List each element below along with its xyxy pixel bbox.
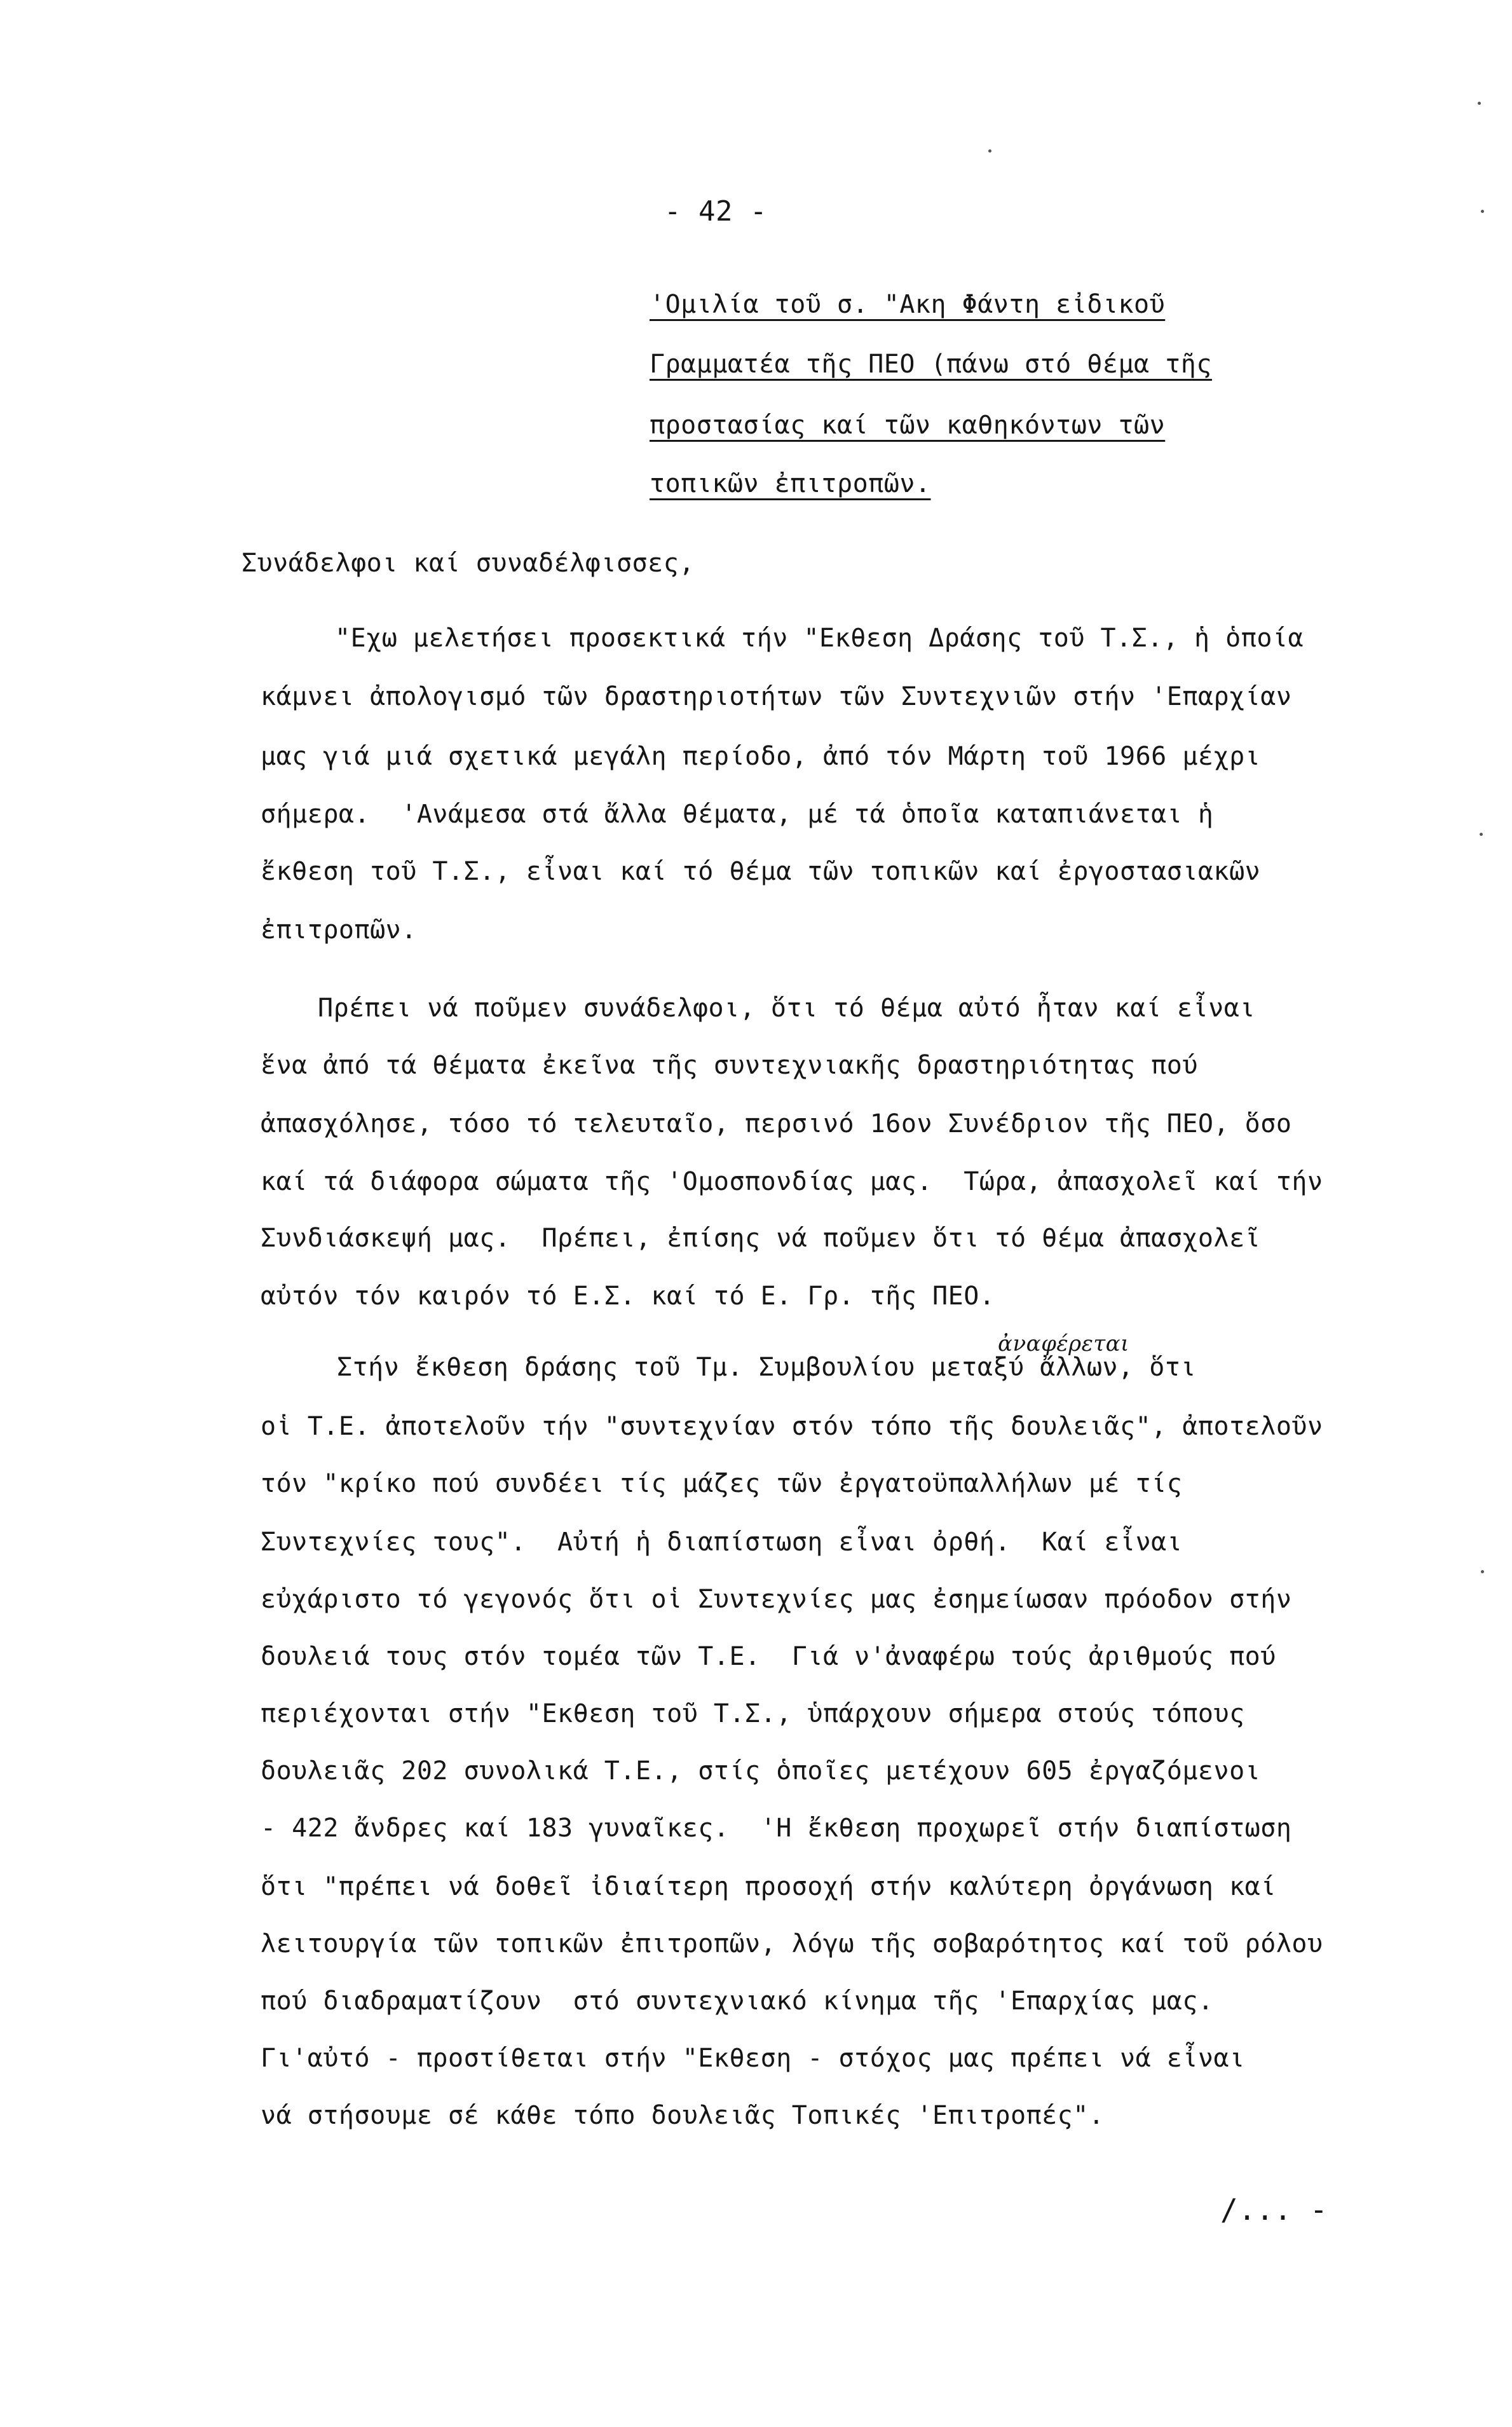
body-line: καί τά διάφορα σώματα τῆς 'Ομοσπονδίας μας. Τώρα, ἀπασχολεῖ καί τήν	[261, 1167, 1323, 1196]
body-line: "Εχω μελετήσει προσεκτικά τήν "Εκθεση Δράσης τοῦ Τ.Σ., ἡ ὁποία	[335, 624, 1304, 653]
body-line: αὐτόν τόν καιρόν τό Ε.Σ. καί τό Ε. Γρ. τῆς ΠΕΟ.	[261, 1282, 995, 1311]
body-line: Γι'αὐτό - προστίθεται στήν "Εκθεση - στόχος μας πρέπει νά εἶναι	[261, 2044, 1245, 2073]
page-number: - 42 -	[664, 195, 767, 228]
body-line: νά στήσουμε σέ κάθε τόπο δουλειᾶς Τοπικές 'Επιτροπές".	[261, 2101, 1105, 2130]
body-line: ἀπασχόλησε, τόσο τό τελευταῖο, περσινό 16ον Συνέδριον τῆς ΠΕΟ, ὅσο	[261, 1109, 1292, 1138]
body-line: ὅτι "πρέπει νά δοθεῖ ἰδιαίτερη προσοχή στήν καλύτερη ὀργάνωση καί	[261, 1872, 1276, 1901]
body-line: εὐχάριστο τό γεγονός ὅτι οἱ Συντεχνίες μας ἐσημείωσαν πρόοδον στήν	[261, 1585, 1292, 1614]
body-line: λειτουργία τῶν τοπικῶν ἐπιτροπῶν, λόγω τῆς σοβαρότητος καί τοῦ ρόλου	[261, 1929, 1323, 1959]
body-line: Συνδιάσκεψή μας. Πρέπει, ἐπίσης νά ποῦμεν ὅτι τό θέμα ἀπασχολεῖ	[261, 1224, 1261, 1253]
salutation: Συνάδελφοι καί συναδέλφισσες,	[242, 549, 695, 578]
body-line: ἐπιτροπῶν.	[261, 915, 417, 945]
continuation-mark: /... -	[1220, 2192, 1328, 2227]
body-line: Πρέπει νά ποῦμεν συνάδελφοι, ὅτι τό θέμα αὐτό ἦταν καί εἶναι	[318, 994, 1255, 1023]
body-line: σήμερα. 'Ανάμεσα στά ἄλλα θέματα, μέ τά ὁποῖα καταπιάνεται ἡ	[261, 800, 1214, 829]
scan-speck	[988, 149, 991, 153]
body-line: Στήν ἔκθεση δράσης τοῦ Τμ. Συμβουλίου μεταξύ ἄλλων, ὅτι	[337, 1353, 1197, 1382]
body-line: ἕνα ἀπό τά θέματα ἐκεῖνα τῆς συντεχνιακῆς δραστηριότητας πού	[261, 1051, 1198, 1080]
body-line: οἱ Τ.Ε. ἀποτελοῦν τήν "συντεχνίαν στόν τόπο τῆς δουλειᾶς", ἀποτελοῦν	[261, 1412, 1323, 1441]
scan-speck	[1480, 833, 1483, 836]
body-line: μας γιά μιά σχετικά μεγάλη περίοδο, ἀπό τόν Μάρτη τοῦ 1966 μέχρι	[261, 742, 1261, 771]
title-line: 'Ομιλία τοῦ σ. "Ακη Φάντη εἰδικοῦ	[650, 290, 1166, 319]
title-line: τοπικῶν ἐπιτροπῶν.	[650, 469, 931, 498]
scan-speck	[1481, 1570, 1484, 1573]
title-line: προστασίας καί τῶν καθηκόντων τῶν	[650, 411, 1166, 440]
body-line: περιέχονται στήν "Εκθεση τοῦ Τ.Σ., ὑπάρχουν σήμερα στούς τόπους	[261, 1699, 1245, 1728]
body-line: κάμνει ἀπολογισμό τῶν δραστηριοτήτων τῶν Συντεχνιῶν στήν 'Επαρχίαν	[261, 682, 1292, 711]
body-line: Συντεχνίες τους". Αὐτή ἡ διαπίστωση εἶναι ὀρθή. Καί εἶναι	[261, 1528, 1183, 1557]
handwritten-insertion: ἀναφέρεται	[998, 1331, 1129, 1357]
body-line: δουλειά τους στόν τομέα τῶν Τ.Ε. Γιά ν'ἀναφέρω τούς ἀριθμούς πού	[261, 1642, 1276, 1671]
scan-speck	[1481, 210, 1484, 213]
body-line: ἔκθεση τοῦ Τ.Σ., εἶναι καί τό θέμα τῶν τοπικῶν καί ἐργοστασιακῶν	[261, 857, 1261, 886]
body-line: δουλειᾶς 202 συνολικά Τ.Ε., στίς ὁποῖες μετέχουν 605 ἐργαζόμενοι	[261, 1756, 1261, 1786]
body-line: - 422 ἄνδρες καί 183 γυναῖκες. 'Η ἔκθεση προχωρεῖ στήν διαπίστωση	[261, 1814, 1292, 1843]
body-line: πού διαδραματίζουν στό συντεχνιακό κίνημα τῆς 'Επαρχίας μας.	[261, 1986, 1214, 2016]
title-line: Γραμματέα τῆς ΠΕΟ (πάνω στό θέμα τῆς	[650, 350, 1212, 379]
scan-speck	[1478, 102, 1481, 105]
body-line: τόν "κρίκο πού συνδέει τίς μάζες τῶν ἐργατοϋπαλλήλων μέ τίς	[261, 1469, 1183, 1498]
